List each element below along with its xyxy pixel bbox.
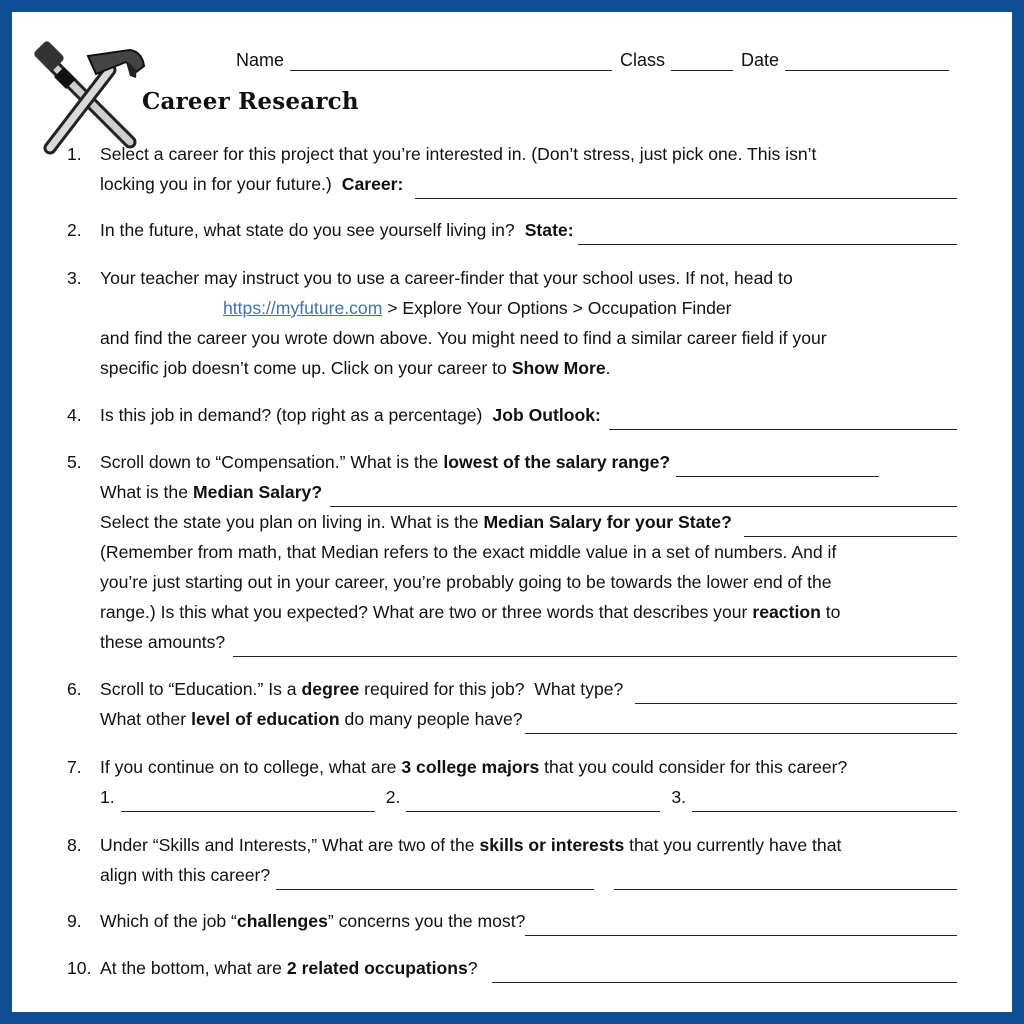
question-number: 9. (67, 911, 82, 931)
question-number: 1. (67, 144, 82, 164)
question-text: In the future, what state do you see yourself living in? (100, 220, 515, 240)
job-outlook-label: Job Outlook: (492, 405, 601, 425)
question-5 (67, 447, 957, 657)
date-label: Date (741, 50, 780, 70)
median-salary-answer-line[interactable] (330, 486, 957, 507)
question-3 (67, 263, 957, 383)
degree-answer-line[interactable] (635, 683, 957, 704)
question-text: ” concerns you the most? (327, 911, 526, 931)
question-2 (67, 215, 957, 245)
skill-1-answer-line[interactable] (276, 869, 594, 890)
question-text: Is this job in demand? (top right as a percentage) (100, 405, 483, 425)
question-text: do many people have? (339, 709, 523, 729)
class-field[interactable] (671, 52, 733, 71)
career-label: Career: (341, 174, 404, 194)
question-text: (Remember from math, that Median refers to the exact middle value in a set of numbers. And if (100, 542, 837, 562)
answer-number: 2. (385, 787, 401, 807)
degree-keyword: degree (301, 679, 360, 699)
student-info-row (236, 50, 976, 71)
state-median-salary-answer-line[interactable] (744, 516, 957, 537)
question-10 (67, 953, 957, 1012)
question-number: 7. (67, 757, 82, 777)
question-text: you’re just starting out in your career, you’re probably going to be towards the lower end of the (100, 572, 832, 592)
question-text: that you currently have that (624, 835, 842, 855)
question-text: . (605, 358, 611, 378)
state-label: State: (524, 220, 574, 240)
question-1 (67, 139, 957, 199)
lowest-salary-answer-line[interactable] (676, 456, 879, 477)
major-3-answer-line[interactable] (692, 791, 957, 812)
question-text: and find the career you wrote down above. You might need to find a similar career field if your (100, 328, 827, 348)
answer-number: 3. (671, 787, 687, 807)
question-text: What other (100, 709, 187, 729)
question-text: these amounts? (100, 632, 226, 652)
question-text: align with this career? (100, 865, 271, 885)
question-9 (67, 906, 957, 936)
question-4 (67, 400, 957, 430)
occupation-1-answer-line[interactable] (492, 962, 957, 983)
lowest-salary-label: lowest of the salary range? (443, 452, 671, 472)
major-2-answer-line[interactable] (406, 791, 660, 812)
job-outlook-answer-line[interactable] (609, 409, 957, 430)
state-median-salary-label: Median Salary for your State? (483, 512, 732, 532)
skill-2-answer-line[interactable] (614, 869, 957, 890)
question-text: that you could consider for this career? (539, 757, 848, 777)
question-text: Your teacher may instruct you to use a career-finder that your school uses. If not, head to (100, 268, 793, 288)
question-text: Scroll down to “Compensation.” What is the (100, 452, 439, 472)
question-number: 6. (67, 679, 82, 699)
question-text: range.) Is this what you expected? What are two or three words that describes your (100, 602, 748, 622)
name-label: Name (236, 50, 285, 70)
challenges-answer-line[interactable] (525, 915, 957, 936)
question-text: Select the state you plan on living in. What is the (100, 512, 479, 532)
question-text: Select a career for this project that you’re interested in. (Don’t stress, just pick one. This isn’t (100, 144, 817, 164)
show-more-text: Show More (511, 358, 606, 378)
reaction-answer-line[interactable] (233, 636, 957, 657)
major-1-answer-line[interactable] (121, 791, 375, 812)
education-level-answer-line[interactable] (525, 713, 957, 734)
question-text: ? (467, 958, 478, 978)
occupation-2-answer-line[interactable] (100, 992, 957, 1012)
question-text: Under “Skills and Interests,” What are two of the (100, 835, 475, 855)
question-number: 3. (67, 268, 82, 288)
page-title: Career Research (142, 88, 359, 115)
question-number: 4. (67, 405, 82, 425)
question-6 (67, 674, 957, 734)
myfuture-link[interactable]: https://myfuture.com (223, 298, 383, 318)
question-text: Scroll to “Education.” Is a (100, 679, 297, 699)
worksheet-page (12, 12, 1012, 1012)
navigation-path: > Explore Your Options > Occupation Finder (382, 298, 732, 318)
question-number: 5. (67, 452, 82, 472)
question-text: required for this job? What type? (359, 679, 624, 699)
date-field[interactable] (785, 52, 949, 71)
question-8 (67, 830, 957, 890)
question-number: 10. (67, 958, 92, 978)
question-text: Which of the job “ (100, 911, 237, 931)
class-label: Class (620, 50, 666, 70)
question-text: If you continue on to college, what are (100, 757, 397, 777)
question-text: What is the (100, 482, 189, 502)
question-7 (67, 752, 957, 812)
education-level-keyword: level of education (191, 709, 340, 729)
name-field[interactable] (290, 52, 612, 71)
challenges-keyword: challenges (236, 911, 328, 931)
question-text: At the bottom, what are (100, 958, 282, 978)
college-majors-keyword: 3 college majors (401, 757, 540, 777)
skills-keyword: skills or interests (479, 835, 625, 855)
question-number: 2. (67, 220, 82, 240)
question-number: 8. (67, 835, 82, 855)
question-text: specific job doesn’t come up. Click on your career to (100, 358, 507, 378)
question-text: locking you in for your future.) (100, 174, 332, 194)
state-answer-line[interactable] (578, 224, 957, 245)
answer-number: 1. (100, 787, 115, 807)
career-answer-line[interactable] (415, 178, 957, 199)
related-occupations-keyword: 2 related occupations (286, 958, 468, 978)
median-salary-label: Median Salary? (193, 482, 323, 502)
question-text: to (820, 602, 841, 622)
reaction-keyword: reaction (752, 602, 821, 622)
